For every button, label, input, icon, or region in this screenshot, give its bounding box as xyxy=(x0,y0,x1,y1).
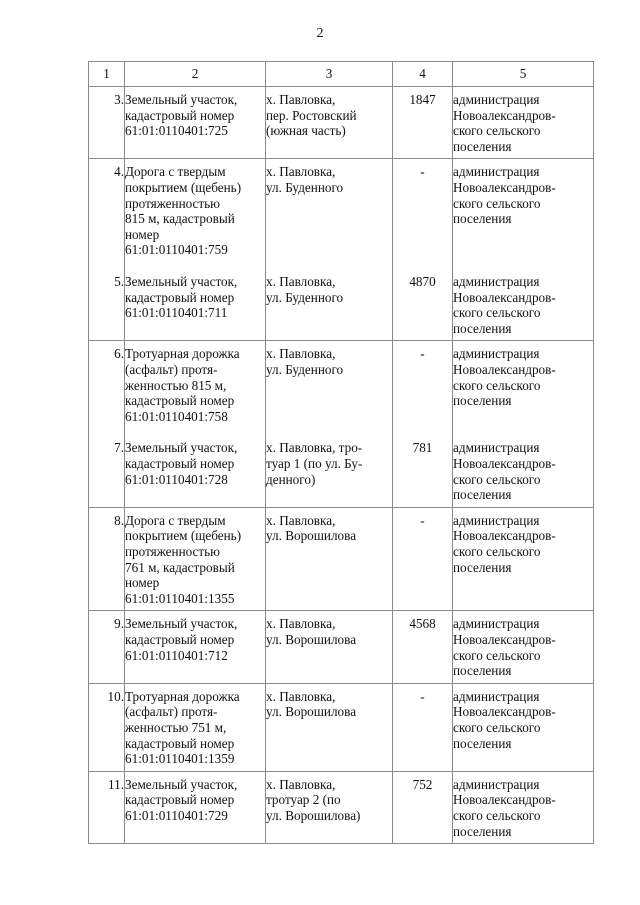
header-col-5: 5 xyxy=(453,62,594,87)
object-area-block xyxy=(393,87,452,158)
cell-object-description xyxy=(125,159,266,341)
object-owner-line: администрация xyxy=(453,273,540,289)
object-description-line: (асфальт) протя- xyxy=(125,704,218,720)
object-owner-line: Новоалександров- xyxy=(453,289,556,305)
cell-object-area xyxy=(393,159,453,341)
object-description-line: кадастровый номер xyxy=(125,289,235,305)
object-description-line: 61:01:0110401:1355 xyxy=(125,590,235,606)
object-address-line: пер. Ростовский xyxy=(266,107,357,123)
cell-object-area xyxy=(393,341,453,507)
object-description-line: Земельный участок, xyxy=(125,273,238,289)
row-number: 6. xyxy=(114,346,124,362)
object-address-block xyxy=(266,611,392,682)
table-row xyxy=(89,771,594,843)
object-address-line: х. Павловка, xyxy=(266,273,336,289)
cell-row-number xyxy=(89,341,125,507)
header-col-3: 3 xyxy=(266,62,393,87)
object-address-line: х. Павловка, тро- xyxy=(266,440,363,456)
object-address-line: ул. Ворошилова) xyxy=(266,807,361,823)
object-description-line: 61:01:0110401:729 xyxy=(125,807,228,823)
object-owner-block xyxy=(453,508,593,611)
object-owner-line: поселения xyxy=(453,393,512,409)
object-owner-line: Новоалександров- xyxy=(453,528,556,544)
object-address-line: туар 1 (по ул. Бу- xyxy=(266,455,363,471)
object-owner-block xyxy=(453,772,593,843)
object-address-line: тротуар 2 (по xyxy=(266,792,341,808)
cell-row-number xyxy=(89,683,125,771)
object-address-line: х. Павловка, xyxy=(266,512,336,528)
object-owner-line: ского сельского xyxy=(453,377,541,393)
object-description-line: Земельный участок, xyxy=(125,440,238,456)
object-description-line: Тротуарная дорожка xyxy=(125,346,240,362)
object-owner-line: поселения xyxy=(453,735,512,751)
row-number: 11. xyxy=(108,776,124,792)
object-description-line: Дорога с твердым xyxy=(125,512,226,528)
row-number: 3. xyxy=(114,92,124,107)
cell-object-description xyxy=(125,771,266,843)
object-owner-line: администрация xyxy=(453,616,540,632)
row-number: 4. xyxy=(114,164,124,180)
object-area-block xyxy=(393,611,452,682)
object-address-block xyxy=(266,428,392,506)
object-owner-line: ского сельского xyxy=(453,471,541,487)
object-owner-line: администрация xyxy=(453,776,540,792)
object-description-block xyxy=(125,684,265,771)
object-description-block xyxy=(125,87,265,158)
cell-object-description xyxy=(125,683,266,771)
object-description-line: кадастровый номер xyxy=(125,455,235,471)
cell-object-owner xyxy=(453,507,594,611)
object-area: 752 xyxy=(412,776,433,792)
cell-object-address xyxy=(266,159,393,341)
object-owner-line: поселения xyxy=(453,138,512,154)
row-number-block xyxy=(89,684,124,771)
object-description-line: 61:01:0110401:711 xyxy=(125,305,228,321)
cell-object-area xyxy=(393,507,453,611)
cell-object-area xyxy=(393,771,453,843)
cell-object-address xyxy=(266,87,393,159)
object-address-block xyxy=(266,508,392,611)
object-area: 1847 xyxy=(409,92,436,107)
object-address-line: х. Павловка, xyxy=(266,616,336,632)
object-area-block xyxy=(393,341,452,428)
object-owner-block xyxy=(453,87,593,158)
object-owner-line: ского сельского xyxy=(453,305,541,321)
object-description-line: 61:01:0110401:712 xyxy=(125,647,228,663)
object-description-line: кадастровый номер xyxy=(125,631,235,647)
object-owner-line: Новоалександров- xyxy=(453,179,556,195)
object-description-line: кадастровый номер xyxy=(125,735,235,751)
row-number-block xyxy=(89,87,124,158)
object-owner-line: ского сельского xyxy=(453,195,541,211)
object-description-block xyxy=(125,159,265,262)
object-address-block xyxy=(266,87,392,158)
object-description-line: Тротуарная дорожка xyxy=(125,688,240,704)
object-description-line: Земельный участок, xyxy=(125,92,238,107)
cell-object-description xyxy=(125,507,266,611)
property-register-table xyxy=(88,61,594,844)
row-number: 10. xyxy=(107,688,124,704)
object-owner-line: Новоалександров- xyxy=(453,107,556,123)
cell-object-owner xyxy=(453,683,594,771)
cell-object-owner xyxy=(453,611,594,683)
cell-object-address xyxy=(266,507,393,611)
cell-object-description xyxy=(125,611,266,683)
cell-object-owner xyxy=(453,341,594,507)
object-address-block xyxy=(266,262,392,340)
object-owner-line: Новоалександров- xyxy=(453,631,556,647)
object-owner-line: Новоалександров- xyxy=(453,361,556,377)
object-owner-line: поселения xyxy=(453,487,512,503)
object-description-line: 61:01:0110401:759 xyxy=(125,242,228,258)
object-description-line: 761 м, кадастровый xyxy=(125,559,235,575)
object-description-line: Земельный участок, xyxy=(125,616,238,632)
object-description-line: протяженностью xyxy=(125,195,221,211)
row-number-block xyxy=(89,772,124,843)
object-address-block xyxy=(266,159,392,262)
object-owner-line: поселения xyxy=(453,823,512,839)
object-address-line: (южная часть) xyxy=(266,123,346,139)
object-owner-line: администрация xyxy=(453,346,540,362)
cell-object-description xyxy=(125,87,266,159)
row-number-block xyxy=(89,159,124,262)
object-description-line: 61:01:0110401:725 xyxy=(125,123,228,139)
cell-object-owner xyxy=(453,771,594,843)
object-description-line: 815 м, кадастровый xyxy=(125,211,235,227)
cell-row-number xyxy=(89,771,125,843)
object-description-line: женностью 751 м, xyxy=(125,719,227,735)
object-address-line: ул. Ворошилова xyxy=(266,528,357,544)
object-description-line: 61:01:0110401:758 xyxy=(125,408,228,424)
object-owner-line: администрация xyxy=(453,512,540,528)
object-owner-line: ского сельского xyxy=(453,719,541,735)
object-description-block xyxy=(125,428,265,506)
object-address-line: х. Павловка, xyxy=(266,346,336,362)
cell-row-number xyxy=(89,611,125,683)
table-body xyxy=(89,87,594,844)
object-description-line: кадастровый номер xyxy=(125,107,235,123)
object-description-line: номер xyxy=(125,226,160,242)
cell-object-area xyxy=(393,87,453,159)
object-description-line: 61:01:0110401:1359 xyxy=(125,751,235,767)
object-description-block xyxy=(125,341,265,428)
object-address-line: денного) xyxy=(266,471,316,487)
object-owner-line: Новоалександров- xyxy=(453,455,556,471)
object-address-line: х. Павловка, xyxy=(266,776,336,792)
object-owner-block xyxy=(453,684,593,771)
object-address-line: х. Павловка, xyxy=(266,92,336,107)
object-description-line: протяженностью xyxy=(125,543,221,559)
object-area: - xyxy=(420,688,425,704)
object-area: - xyxy=(420,164,425,180)
object-address-line: ул. Буденного xyxy=(266,179,344,195)
object-owner-line: ского сельского xyxy=(453,807,541,823)
object-owner-block xyxy=(453,611,593,682)
object-owner-block xyxy=(453,159,593,262)
object-description-line: кадастровый номер xyxy=(125,393,235,409)
table-row xyxy=(89,683,594,771)
table-row xyxy=(89,159,594,341)
object-address-line: ул. Ворошилова xyxy=(266,631,357,647)
object-owner-line: администрация xyxy=(453,440,540,456)
cell-row-number xyxy=(89,507,125,611)
object-description-line: кадастровый номер xyxy=(125,792,235,808)
cell-row-number xyxy=(89,159,125,341)
object-owner-line: администрация xyxy=(453,164,540,180)
cell-object-owner xyxy=(453,87,594,159)
object-description-line: Земельный участок, xyxy=(125,776,238,792)
object-area-block xyxy=(393,684,452,771)
object-area: 4870 xyxy=(409,273,436,289)
row-number: 8. xyxy=(114,512,124,528)
object-owner-line: поселения xyxy=(453,559,512,575)
object-owner-line: Новоалександров- xyxy=(453,792,556,808)
object-area-block xyxy=(393,428,452,506)
object-description-block xyxy=(125,508,265,611)
cell-object-area xyxy=(393,611,453,683)
object-owner-line: администрация xyxy=(453,688,540,704)
object-owner-block xyxy=(453,428,593,506)
table-row xyxy=(89,507,594,611)
row-number-block xyxy=(89,611,124,682)
object-description-line: номер xyxy=(125,575,160,591)
object-area-block xyxy=(393,508,452,611)
cell-object-address xyxy=(266,771,393,843)
table-header-row xyxy=(89,62,594,87)
cell-object-area xyxy=(393,683,453,771)
object-description-line: 61:01:0110401:728 xyxy=(125,471,228,487)
object-owner-block xyxy=(453,341,593,428)
object-owner-line: ского сельского xyxy=(453,647,541,663)
object-address-line: ул. Ворошилова xyxy=(266,704,357,720)
header-col-4: 4 xyxy=(393,62,453,87)
object-owner-line: администрация xyxy=(453,92,540,107)
cell-object-address xyxy=(266,341,393,507)
page-number: 2 xyxy=(316,26,324,41)
object-owner-line: ского сельского xyxy=(453,123,541,139)
object-description-block xyxy=(125,262,265,340)
header-col-2: 2 xyxy=(125,62,266,87)
object-description-line: покрытием (щебень) xyxy=(125,179,242,195)
object-owner-line: поселения xyxy=(453,663,512,679)
header-col-1: 1 xyxy=(89,62,125,87)
object-address-line: ул. Буденного xyxy=(266,361,344,377)
object-address-line: ул. Буденного xyxy=(266,289,344,305)
row-number: 7. xyxy=(114,440,124,456)
cell-object-description xyxy=(125,341,266,507)
object-area: 781 xyxy=(412,440,433,456)
object-area-block xyxy=(393,159,452,262)
object-description-line: (асфальт) протя- xyxy=(125,361,218,377)
object-address-block xyxy=(266,341,392,428)
object-description-line: покрытием (щебень) xyxy=(125,528,242,544)
object-address-block xyxy=(266,684,392,771)
object-area: - xyxy=(420,346,425,362)
row-number-block xyxy=(89,508,124,611)
object-owner-line: поселения xyxy=(453,320,512,336)
cell-object-address xyxy=(266,683,393,771)
table-row xyxy=(89,341,594,507)
object-area-block xyxy=(393,772,452,843)
object-area-block xyxy=(393,262,452,340)
row-number-block xyxy=(89,262,124,340)
object-address-line: х. Павловка, xyxy=(266,164,336,180)
cell-object-address xyxy=(266,611,393,683)
object-area: 4568 xyxy=(409,616,436,632)
object-description-block xyxy=(125,772,265,843)
row-number-block xyxy=(89,341,124,428)
object-owner-line: Новоалександров- xyxy=(453,704,556,720)
cell-row-number xyxy=(89,87,125,159)
object-owner-line: ского сельского xyxy=(453,543,541,559)
row-number: 5. xyxy=(114,273,124,289)
object-owner-line: поселения xyxy=(453,211,512,227)
object-address-line: х. Павловка, xyxy=(266,688,336,704)
object-description-block xyxy=(125,611,265,682)
table-row xyxy=(89,87,594,159)
cell-object-owner xyxy=(453,159,594,341)
table-row xyxy=(89,611,594,683)
object-address-block xyxy=(266,772,392,843)
object-area: - xyxy=(420,512,425,528)
row-number-block xyxy=(89,428,124,506)
object-description-line: Дорога с твердым xyxy=(125,164,226,180)
object-owner-block xyxy=(453,262,593,340)
object-description-line: женностью 815 м, xyxy=(125,377,227,393)
row-number: 9. xyxy=(114,616,124,632)
